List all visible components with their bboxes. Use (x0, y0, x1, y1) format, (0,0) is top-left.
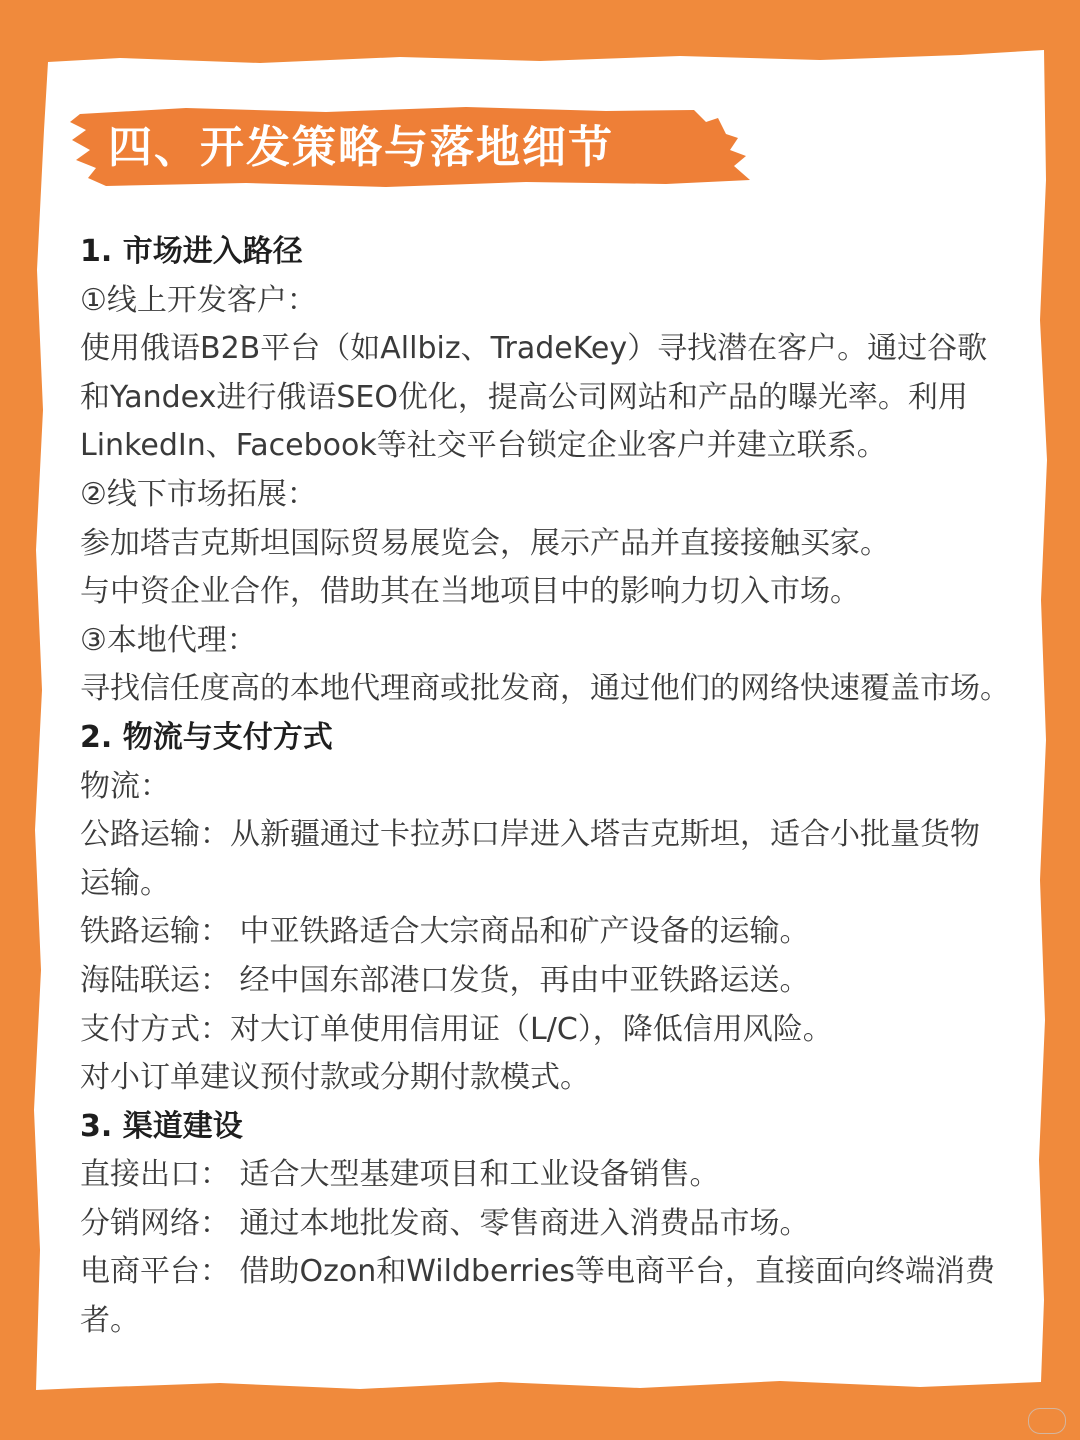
text-line: 物流： (80, 768, 170, 804)
section-heading: 1. 市场进入路径 (80, 234, 303, 269)
text-line: 电商平台： 借助Ozon和Wildberries等电商平台，直接面向终端消费 (80, 1254, 996, 1290)
text-line: 分销网络： 通过本地批发商、零售商进入消费品市场。 (80, 1205, 810, 1241)
text-line: LinkedIn、Facebook等社交平台锁定企业客户并建立联系。 (80, 428, 887, 464)
text-line: ①线上开发客户： (80, 282, 317, 318)
text-line: 铁路运输： 中亚铁路适合大宗商品和矿产设备的运输。 (80, 914, 810, 950)
text-line: 运输。 (80, 865, 170, 901)
text-line: 与中资企业合作，借助其在当地项目中的影响力切入市场。 (80, 574, 860, 610)
text-line: ③本地代理： (80, 622, 257, 658)
section-heading: 2. 物流与支付方式 (80, 719, 333, 755)
text-line: 者。 (80, 1303, 140, 1339)
watermark (1028, 1408, 1066, 1434)
text-line: 支付方式：对大订单使用信用证（L/C），降低信用风险。 (80, 1011, 833, 1047)
text-line: 对小订单建议预付款或分期付款模式。 (80, 1060, 590, 1096)
section-heading: 3. 渠道建设 (80, 1108, 243, 1144)
text-line: 海陆联运： 经中国东部港口发货，再由中亚铁路运送。 (80, 962, 810, 998)
text-line: 直接出口： 适合大型基建项目和工业设备销售。 (80, 1157, 720, 1193)
text-line: 寻找信任度高的本地代理商或批发商，通过他们的网络快速覆盖市场。 (80, 671, 1010, 707)
article-body (80, 228, 1010, 1346)
title-banner (66, 104, 756, 190)
text-line: 使用俄语B2B平台（如Allbiz、TradeKey）寻找潜在客户。通过谷歌 (80, 331, 988, 367)
page-title: 四、开发策略与落地细节 (108, 122, 614, 173)
text-line: 公路运输：从新疆通过卡拉苏口岸进入塔吉克斯坦，适合小批量货物 (80, 817, 980, 853)
text-line: 参加塔吉克斯坦国际贸易展览会，展示产品并直接接触买家。 (80, 525, 890, 561)
text-line: ②线下市场拓展： (80, 476, 317, 512)
text-line: 和Yandex进行俄语SEO优化，提高公司网站和产品的曝光率。利用 (80, 379, 968, 415)
